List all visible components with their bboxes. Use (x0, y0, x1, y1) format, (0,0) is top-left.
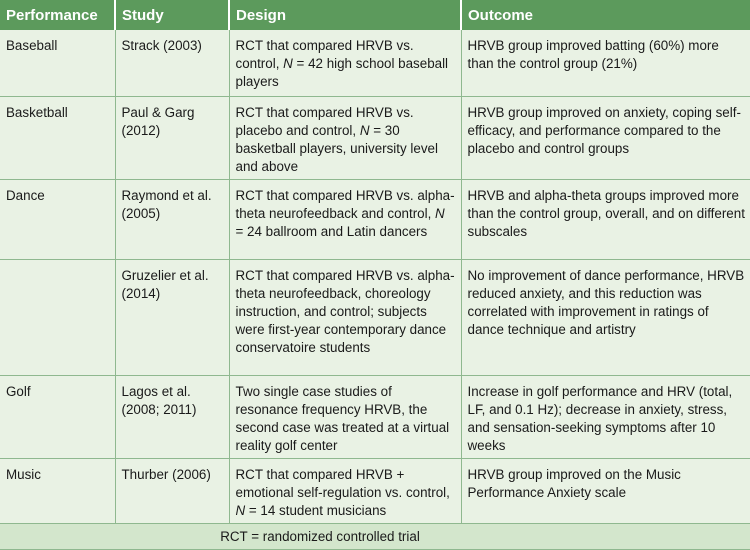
design-text: RCT that compared HRVB vs. alpha-theta neurofeedback and control, (235, 188, 455, 221)
table-row (0, 30, 750, 97)
cell-performance (0, 260, 115, 376)
header-outcome: Outcome (461, 0, 750, 30)
footnote-row (0, 524, 750, 550)
table-row (0, 180, 750, 260)
design-text: RCT that compared HRVB vs. placebo and control, (235, 105, 414, 138)
cell-study: Gruzelier et al. (2014) (115, 260, 229, 376)
cell-outcome: HRVB group improved on the Music Performance Anxiety scale (461, 459, 750, 524)
cell-study: Strack (2003) (115, 30, 229, 97)
cell-design (229, 30, 461, 97)
table-row (0, 260, 750, 376)
sample-size-symbol: N (235, 503, 246, 518)
cell-performance: Basketball (0, 97, 115, 180)
cell-performance: Golf (0, 376, 115, 459)
cell-design (229, 180, 461, 260)
footnote: RCT = randomized controlled trial (220, 528, 420, 544)
design-text: = 24 ballroom and Latin dancers (235, 224, 428, 239)
table-row (0, 97, 750, 180)
design-text: = 14 student musicians (245, 503, 387, 518)
sample-size-symbol: N (359, 123, 370, 138)
header-performance: Performance (0, 0, 115, 30)
cell-outcome: Increase in golf performance and HRV (total, LF, and 0.1 Hz); decrease in anxiety, stress, and sensation-seeking symptoms after 10 weeks (461, 376, 750, 459)
design-text: = 30 basketball players, university level and above (235, 123, 438, 174)
cell-outcome: HRVB group improved on anxiety, coping self-efficacy, and performance compared to the placebo and control groups (461, 97, 750, 180)
cell-study: Thurber (2006) (115, 459, 229, 524)
sample-size-symbol: N (435, 206, 445, 221)
header-row (0, 0, 750, 30)
table-row (0, 376, 750, 459)
footnote-cell (0, 524, 750, 550)
cell-design (229, 97, 461, 180)
cell-performance: Music (0, 459, 115, 524)
cell-performance: Dance (0, 180, 115, 260)
cell-design: Two single case studies of resonance frequency HRVB, the second case was treated at a virtual reality golf center (229, 376, 461, 459)
header-study: Study (115, 0, 229, 30)
cell-design (229, 459, 461, 524)
cell-study: Paul & Garg (2012) (115, 97, 229, 180)
design-text: RCT that compared HRVB + emotional self-regulation vs. control, (235, 467, 450, 500)
cell-outcome: HRVB group improved batting (60%) more than the control group (21%) (461, 30, 750, 97)
cell-study: Lagos et al. (2008; 2011) (115, 376, 229, 459)
cell-study: Raymond et al. (2005) (115, 180, 229, 260)
cell-outcome: No improvement of dance performance, HRVB reduced anxiety, and this reduction was correlated with improvement in ratings of dance technique and artistry (461, 260, 750, 376)
header-design: Design (229, 0, 461, 30)
cell-outcome: HRVB and alpha-theta groups improved more than the control group, overall, and on different subscales (461, 180, 750, 260)
table-row (0, 459, 750, 524)
sample-size-symbol: N (283, 56, 293, 71)
cell-design: RCT that compared HRVB vs. alpha-theta neurofeedback, choreology instruction, and control; subjects were first-year contemporary dance conservatoire students (229, 260, 461, 376)
design-text: = 42 high school baseball players (235, 56, 449, 89)
cell-performance: Baseball (0, 30, 115, 97)
design-text: RCT that compared HRVB vs. control, (235, 38, 414, 71)
